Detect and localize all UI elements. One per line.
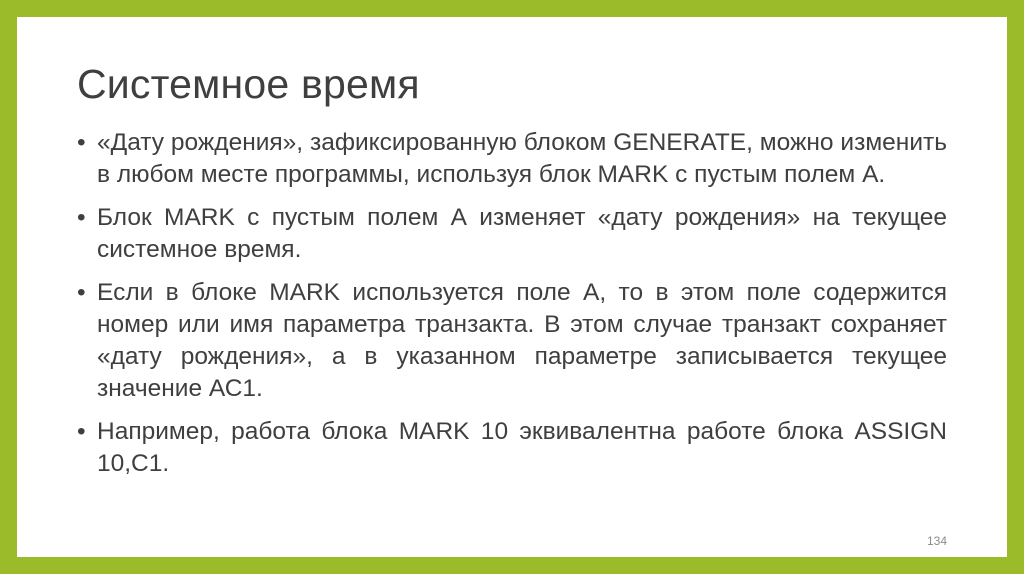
bullet-icon: • (77, 204, 86, 231)
bullet-text: «Дату рождения», зафиксированную блоком GENERATE, можно изменить в любом месте программы, используя блок MARK с пустым полем А. (97, 129, 947, 188)
bullet-list (77, 127, 947, 491)
bullet-icon: • (77, 129, 86, 156)
bullet-icon: • (77, 418, 86, 445)
slide-title: Системное время (77, 61, 420, 107)
bullet-icon: • (77, 279, 86, 306)
bullet-item (77, 127, 947, 191)
slide (17, 17, 1007, 557)
bullet-text: Если в блоке MARK используется поле А, то в этом поле содержится номер или имя параметра транзакта. В этом случае транзакт сохраняет «дату рождения», а в указанном параметре записывается текущее значение АС1. (97, 279, 947, 402)
bullet-text: Блок MARK с пустым полем А изменяет «дату рождения» на текущее системное время. (97, 204, 947, 263)
bullet-item (77, 202, 947, 266)
page-number: 134 (926, 534, 947, 548)
bullet-text: Например, работа блока MARK 10 эквивалентна работе блока ASSIGN 10,С1. (97, 418, 947, 477)
bullet-item (77, 277, 947, 405)
bullet-item (77, 416, 947, 480)
